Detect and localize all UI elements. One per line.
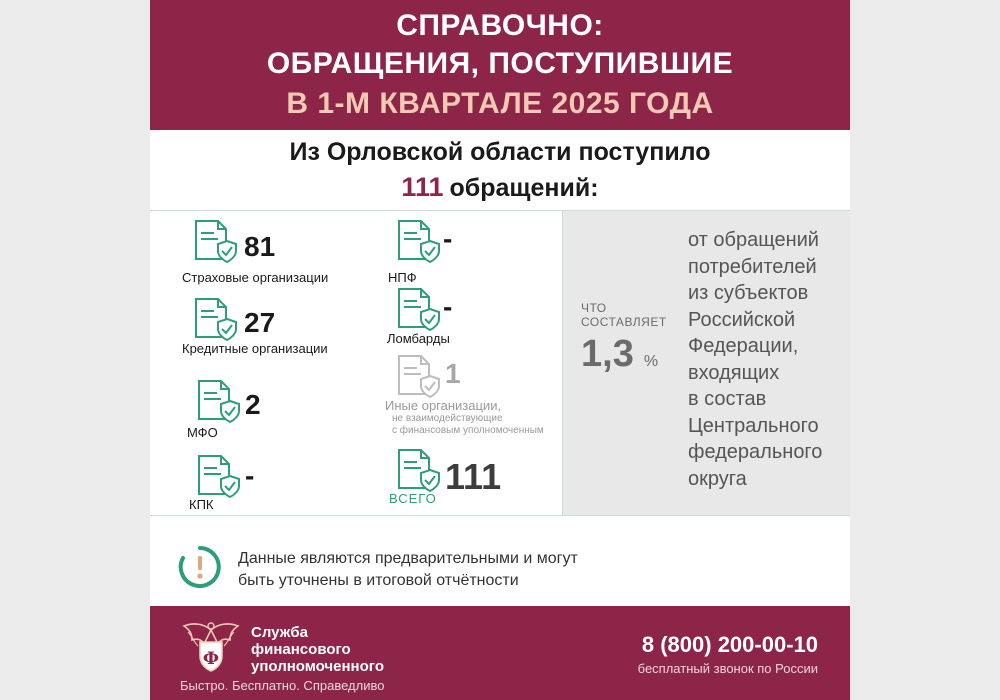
stat-other-sub2: с финансовым уполномоченным [392, 425, 544, 436]
stat-total-label: ВСЕГО [389, 491, 437, 506]
stat-mfo-value: 2 [245, 389, 261, 420]
stat-other-label: Иные организации, [385, 398, 502, 413]
stat-other-value: 1 [445, 358, 461, 389]
share-label [581, 301, 667, 329]
brand-line3: уполномоченного [251, 658, 384, 675]
share-desc-line: в состав [688, 388, 767, 410]
header-banner [150, 0, 850, 130]
hotline-note: бесплатный звонок по России [637, 661, 818, 676]
brand-line2: финансового [251, 641, 351, 658]
document-check-icon [395, 219, 441, 265]
share-desc-line: из субъектов [688, 282, 809, 304]
summary-total: 111 [401, 172, 444, 202]
share-desc-line: Федерации, [688, 335, 799, 357]
stat-other-sub1: не взаимодействующие [392, 413, 503, 424]
share-description [688, 227, 848, 492]
stat-credit-value: 27 [244, 307, 276, 338]
notice-text [238, 548, 578, 592]
svg-text:Ф: Ф [202, 649, 220, 669]
stat-pawnshops-label: Ломбарды [387, 331, 450, 346]
notice-line1: Данные являются предварительными и могут [238, 550, 578, 567]
stat-credit-label: Кредитные организации [182, 341, 328, 356]
share-desc-line: от обращений [688, 229, 819, 251]
document-check-icon [395, 287, 441, 333]
header-title-line1: СПРАВОЧНО: [396, 9, 604, 42]
share-desc-line: округа [688, 467, 747, 490]
share-desc-line: Российской [688, 308, 796, 331]
document-check-icon [195, 454, 241, 500]
share-number: 1,3 [581, 333, 634, 375]
exclamation-ring-icon [178, 545, 222, 589]
share-unit: % [643, 353, 659, 370]
stat-mfo-label: МФО [187, 425, 218, 440]
notice [150, 516, 850, 606]
stat-npf-value: - [443, 223, 453, 254]
document-check-icon [395, 354, 441, 400]
footer [150, 606, 850, 700]
share-desc-line: потребителей [688, 255, 817, 278]
stat-kpk-label: КПК [189, 497, 214, 512]
summary-line1: Из Орловской области поступило [289, 138, 711, 166]
hotline-phone[interactable]: 8 (800) 200-00-10 [641, 632, 818, 657]
infographic-card [150, 0, 850, 700]
share-desc-line: Центрального [688, 414, 819, 437]
stat-insurance-value: 81 [244, 231, 276, 262]
brand-line1: Служба [251, 624, 308, 641]
share-label-line2: СОСТАВЛЯЕТ [581, 315, 667, 329]
summary-line2 [150, 172, 850, 203]
share-desc-line: входящих [688, 361, 780, 384]
notice-line2: быть уточнены в итоговой отчётности [238, 572, 519, 589]
header-title-line3: В 1-М КВАРТАЛЕ 2025 ГОДА [286, 87, 714, 120]
brand-name [251, 624, 384, 675]
slogan: Быстро. Бесплатно. Справедливо [180, 678, 385, 693]
summary [150, 130, 850, 210]
eagle-emblem-icon [180, 618, 242, 676]
share-label-line1: ЧТО [581, 301, 607, 315]
stat-kpk-value: - [245, 460, 255, 491]
document-check-icon [192, 219, 238, 265]
header-title-line2: ОБРАЩЕНИЯ, ПОСТУПИВШИЕ [266, 47, 734, 80]
document-check-icon [395, 448, 441, 494]
share-value [581, 333, 658, 376]
stat-total-value: 111 [445, 456, 502, 497]
share-desc-line: федерального [688, 441, 823, 463]
share-panel [562, 211, 850, 515]
stat-pawnshops-value: - [443, 291, 453, 322]
stat-npf-label: НПФ [388, 270, 417, 285]
document-check-icon [195, 379, 241, 425]
document-check-icon [192, 297, 238, 343]
stat-insurance-label: Страховые организации [182, 270, 329, 285]
summary-suffix: обращений: [449, 174, 599, 202]
stats-grid [150, 211, 562, 515]
